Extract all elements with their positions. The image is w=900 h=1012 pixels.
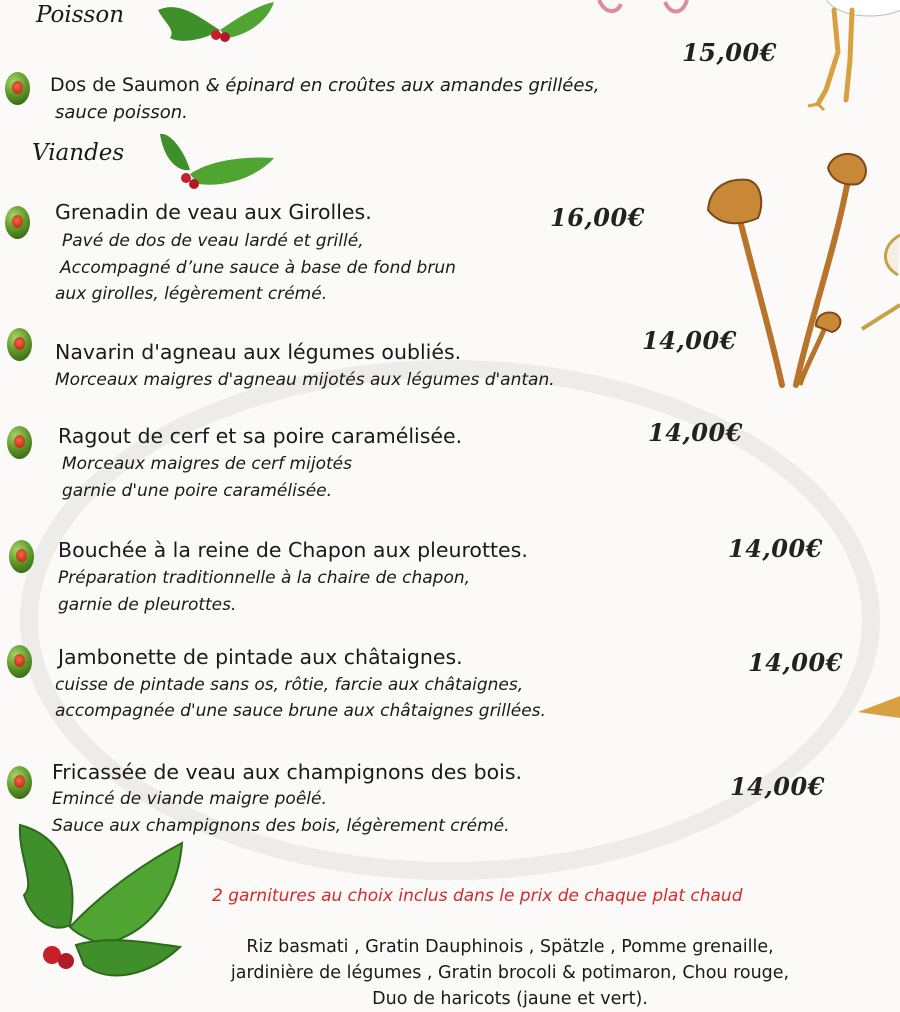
sides-line: jardinière de légumes , Gratin brocoli & potimaron, Chou rouge,	[230, 963, 790, 983]
olive-bullet-icon	[7, 645, 32, 678]
section-title-poisson: Poisson	[36, 2, 125, 28]
olive-bullet-icon	[9, 540, 34, 573]
dish-description: Morceaux maigres d'agneau mijotés aux légumes d'antan.	[55, 370, 555, 390]
dish-description: Morceaux maigres de cerf mijotés	[62, 454, 352, 474]
sides-line: Duo de haricots (jaune et vert).	[372, 989, 648, 1009]
price-label: 14,00€	[730, 772, 825, 801]
dish-fish	[50, 74, 600, 97]
dish-description: Accompagné d’une sauce à base de fond brun	[60, 258, 456, 278]
olive-bullet-icon	[7, 328, 32, 361]
beak-icon	[858, 690, 900, 720]
ribbon-icon	[595, 0, 695, 20]
dish-name: Grenadin de veau aux Girolles.	[55, 200, 372, 224]
price-label: 14,00€	[748, 648, 843, 677]
price-label: 15,00€	[682, 38, 777, 67]
olive-bullet-icon	[5, 206, 30, 239]
section-title-viandes: Viandes	[32, 140, 125, 166]
price-label: 14,00€	[642, 326, 737, 355]
dish-name: Navarin d'agneau aux légumes oubliés.	[55, 340, 462, 364]
sides-line: Riz basmati , Gratin Dauphinois , Spätzle , Pomme grenaille,	[246, 937, 774, 957]
olive-bullet-icon	[7, 426, 32, 459]
price-label: 14,00€	[728, 534, 823, 563]
dish-description: Pavé de dos de veau lardé et grillé,	[62, 231, 364, 251]
olive-bullet-icon	[5, 72, 30, 105]
dish-description: garnie de pleurottes.	[58, 595, 237, 615]
dish-name: Dos de Saumon	[50, 74, 200, 96]
dish-description: garnie d'une poire caramélisée.	[62, 481, 333, 501]
dish-name: Fricassée de veau aux champignons des bois.	[52, 760, 523, 784]
sides-list	[140, 934, 880, 1012]
holly-icon	[150, 130, 280, 194]
dish-description: aux girolles, légèrement crémé.	[55, 284, 328, 304]
stork-illustration	[790, 0, 900, 112]
price-label: 16,00€	[550, 203, 645, 232]
dish-description: Sauce aux champignons des bois, légèrement crémé.	[52, 816, 510, 836]
holly-icon	[150, 0, 280, 48]
olive-bullet-icon	[7, 766, 32, 799]
dish-description: cuisse de pintade sans os, rôtie, farcie aux châtaignes,	[55, 675, 524, 695]
dish-name: Jambonette de pintade aux châtaignes.	[58, 645, 463, 669]
dish-description: accompagnée d'une sauce brune aux châtaignes grillées.	[55, 701, 546, 721]
price-label: 14,00€	[648, 418, 743, 447]
dish-description: & épinard en croûtes aux amandes grillées,	[199, 75, 600, 96]
bird-illustration	[860, 225, 900, 335]
dish-name: Ragout de cerf et sa poire caramélisée.	[58, 424, 463, 448]
garnish-note: 2 garnitures au choix inclus dans le prix de chaque plat chaud	[212, 886, 743, 906]
dish-description: Préparation traditionnelle à la chaire de chapon,	[58, 568, 471, 588]
dish-name: Bouchée à la reine de Chapon aux pleurottes.	[58, 538, 528, 562]
dish-description: Emincé de viande maigre poêlé.	[52, 789, 327, 809]
dish-description: sauce poisson.	[55, 102, 188, 123]
